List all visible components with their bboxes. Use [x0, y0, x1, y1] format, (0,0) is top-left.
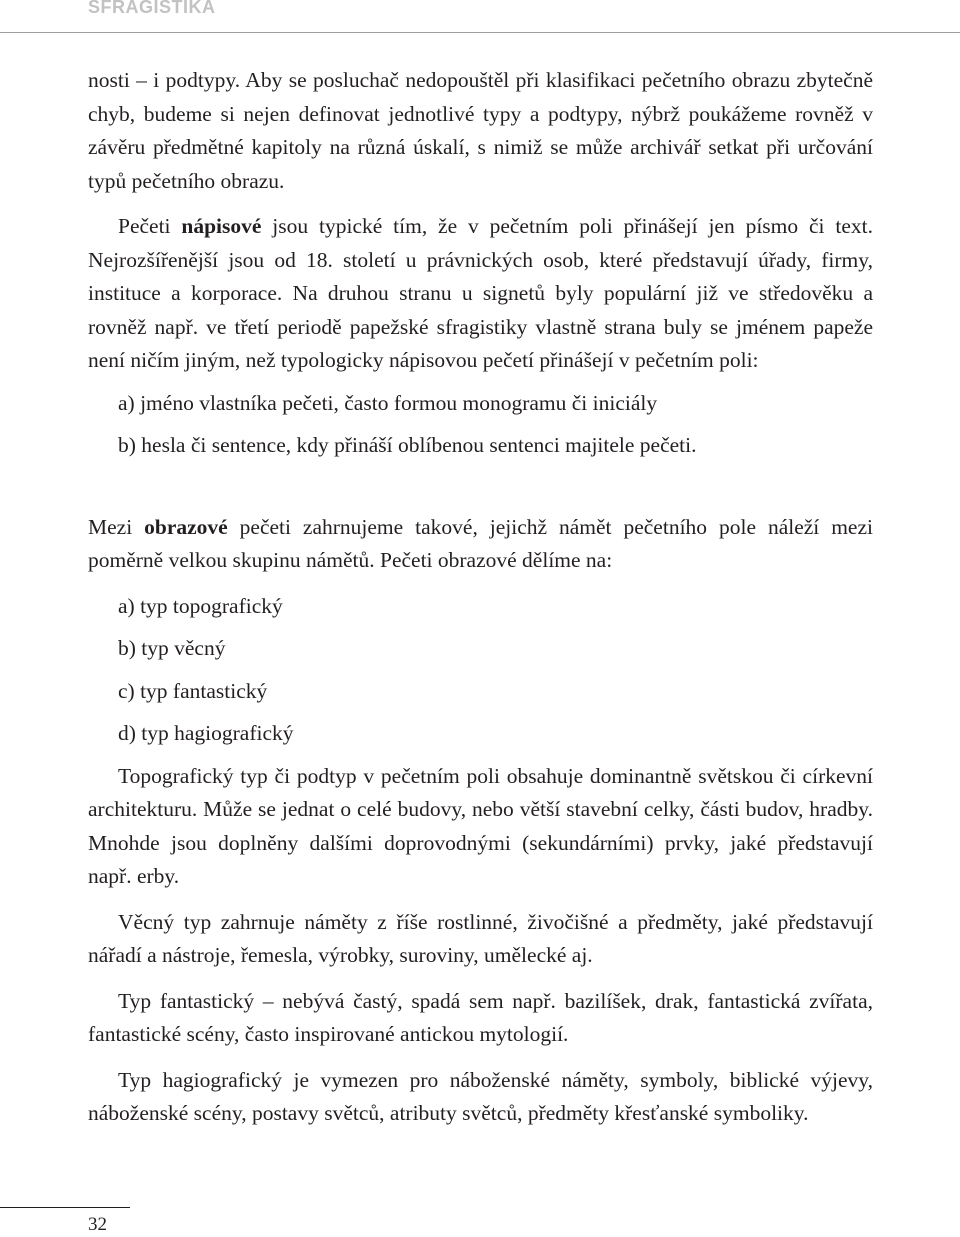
paragraph-image-seals [88, 511, 873, 578]
bold-term-napisove: nápisové [181, 214, 262, 238]
paragraph-topographic: Topografický typ či podtyp v pečetním poli obsahuje dominantně světskou či církevní architekturu. Může se jednat o celé budovy, nebo větší stavební celky, části budov, hradby. Mnohde jsou doplněny dalšími doprovodnými (sekundárními) prvky, jaké představují např. erby. [88, 763, 873, 888]
paragraph-fantastic: Typ fantastický – nebývá častý, spadá sem např. bazilíšek, drak, fantastická zvířata, fantastické scény, často inspirované antickou mytologií. [88, 988, 873, 1046]
bold-term-obrazove: obrazové [144, 514, 228, 539]
list-item: a) typ topografický [118, 593, 283, 618]
text-run: pečeti zahrnujeme takové, jejichž námět pečetního pole náleží mezi poměrně velkou skupinu námětů. Pečeti obrazové dělíme na: [88, 514, 873, 572]
paragraph-material: Věcný typ zahrnuje náměty z říše rostlinné, živočišné a předměty, jaké představují nářadí a nástroje, řemesla, výrobky, suroviny, umělecké aj. [88, 909, 873, 967]
list-item: b) hesla či sentence, kdy přináší oblíbenou sentenci majitele pečeti. [118, 433, 697, 457]
running-header [0, 0, 960, 33]
list-item: c) typ fantastický [118, 678, 268, 703]
page-number: 32 [88, 1214, 107, 1235]
list-item: a) jméno vlastníka pečeti, často formou monogramu či iniciály [118, 390, 658, 415]
text-run: Mezi [88, 514, 145, 539]
footer-divider [0, 1207, 130, 1208]
text-run: jsou typické tím, že v pečetním poli přinášejí jen písmo či text. Nejrozšířenější jsou od 18. století u právnických osob, které představují úřady, firmy, instituce a korporace. Na druhou stranu u signetů byly populární již ve středověku a rovněž např. ve třetí periodě papežské sfragistiky vlastně strana buly se jménem papeže není ničím jiným, než typologicky nápisovou pečetí přinášejí v pečetním poli: [88, 214, 873, 372]
paragraph-inscription-seals [88, 210, 873, 378]
running-header-title: SFRAGISTIKA [88, 0, 216, 17]
list-item: b) typ věcný [118, 636, 226, 660]
paragraph-hagiographic: Typ hagiografický je vymezen pro náboženské náměty, symboly, biblické výjevy, náboženské scény, postavy světců, atributy světců, předměty křesťanské symboliky. [88, 1067, 873, 1125]
list-item: d) typ hagiografický [118, 721, 294, 745]
text-run: Pečeti [118, 214, 182, 238]
page-body [88, 64, 873, 1131]
paragraph-intro: nosti – i podtypy. Aby se posluchač nedopouštěl při klasifikaci pečetního obrazu zbytečně chyb, budeme si nejen definovat jednotlivé typy a podtypy, nýbrž poukážeme rovněž v závěru předmětné kapitoly na různá úskalí, s nimiž se může archivář setkat při určování typů pečetního obrazu. [88, 68, 873, 193]
